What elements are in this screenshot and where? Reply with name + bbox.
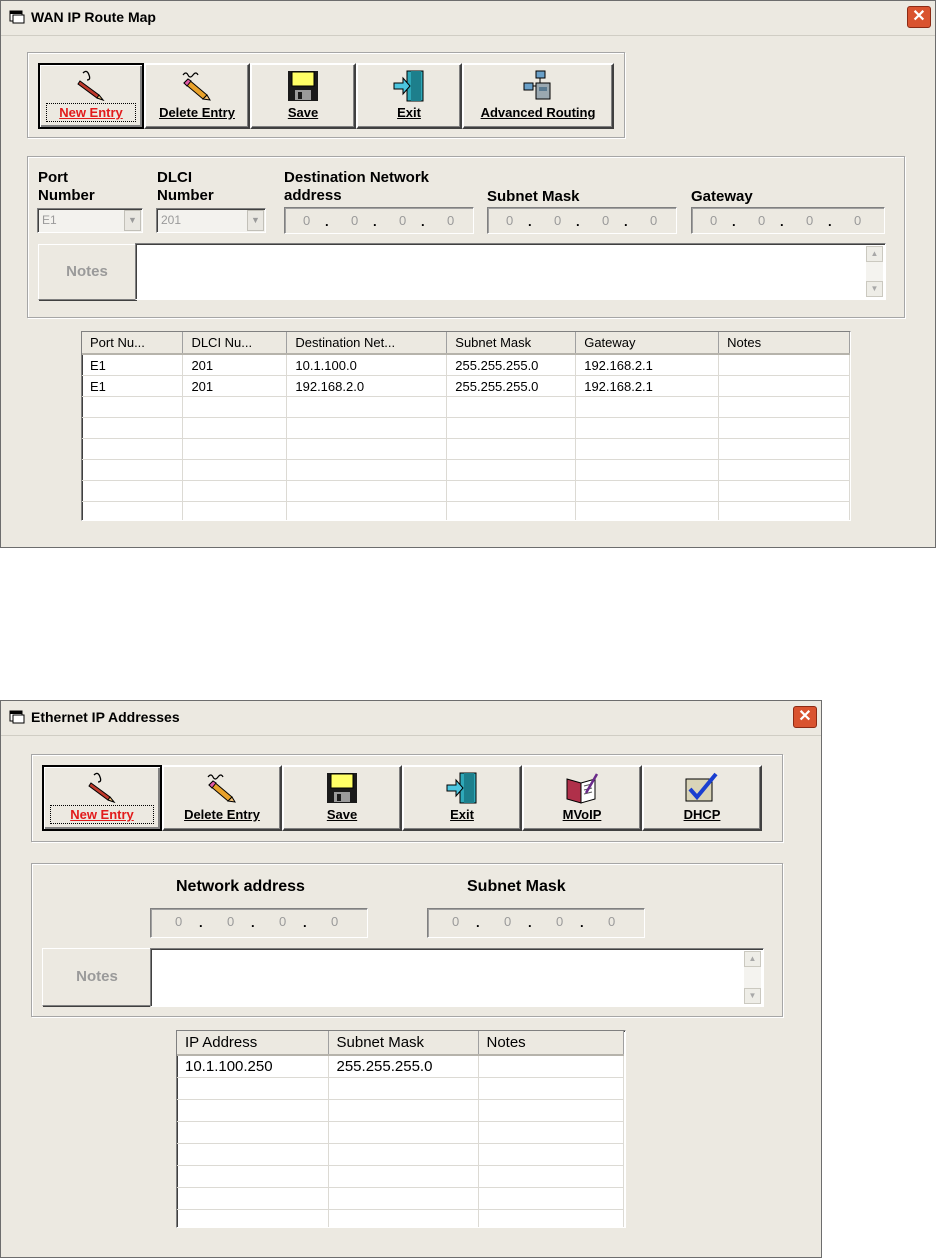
ip-octet: 0: [227, 914, 235, 929]
pen-icon: [84, 771, 120, 805]
notes-label: Notes: [42, 948, 152, 1006]
table-cell: 255.255.255.0: [447, 376, 576, 397]
save-label: Save: [287, 105, 319, 120]
empty-table-row[interactable]: [82, 481, 850, 502]
eraser-pencil-icon: [204, 771, 240, 805]
ip-dot: .: [251, 915, 255, 930]
dest-label-line-1: Destination Network: [284, 169, 430, 186]
column-header[interactable]: Notes: [719, 332, 850, 354]
ip-dot: .: [732, 214, 736, 229]
empty-table-row[interactable]: [177, 1166, 623, 1188]
dlci-label-line-1: DLCI: [157, 169, 192, 186]
notes-scrollbar[interactable]: [744, 951, 761, 1004]
dlci-number-label: [157, 169, 214, 205]
dlci-number-value: 201: [161, 213, 182, 227]
book-pen-icon: [564, 771, 600, 805]
ip-octet: 0: [710, 213, 718, 228]
ip-dot: .: [580, 915, 584, 930]
eraser-pencil-icon: [179, 69, 215, 103]
table-header-row: [177, 1031, 623, 1055]
port-label-line-2: Number: [38, 187, 95, 204]
table-header-row: [82, 332, 850, 354]
toolbar-group: [31, 754, 783, 842]
ip-octet: 0: [175, 914, 183, 929]
ip-dot: .: [476, 915, 480, 930]
scroll-down-icon[interactable]: ▼: [744, 988, 761, 1004]
empty-table-row[interactable]: [177, 1144, 623, 1166]
new-entry-button[interactable]: [38, 63, 144, 129]
network-address-input[interactable]: [150, 908, 368, 938]
dhcp-button[interactable]: [642, 765, 762, 831]
save-button[interactable]: [282, 765, 402, 831]
dest-label-line-2: address: [284, 187, 342, 204]
subnet-mask-label: Subnet Mask: [487, 188, 580, 205]
checkbox-icon: [684, 771, 720, 805]
table-cell: 255.255.255.0: [328, 1055, 478, 1078]
ip-octet: 0: [854, 213, 862, 228]
dropdown-arrow-icon[interactable]: ▼: [247, 210, 264, 231]
close-icon: ✕: [798, 708, 812, 725]
ip-dot: .: [528, 214, 532, 229]
close-icon: ✕: [912, 8, 926, 25]
empty-table-row[interactable]: [82, 439, 850, 460]
empty-table-row[interactable]: [82, 397, 850, 418]
ip-dot: .: [325, 214, 329, 229]
gateway-label: Gateway: [691, 188, 753, 205]
empty-table-row[interactable]: [82, 502, 850, 522]
empty-table-row[interactable]: [177, 1122, 623, 1144]
ip-dot: .: [528, 915, 532, 930]
ip-octet: 0: [279, 914, 287, 929]
advanced-routing-button[interactable]: [462, 63, 614, 129]
table-row[interactable]: [177, 1055, 623, 1078]
ip-octet: 0: [303, 213, 311, 228]
ip-octet: 0: [331, 914, 339, 929]
ip-octet: 0: [650, 213, 658, 228]
entry-form-group: [27, 156, 905, 318]
notes-textarea[interactable]: [135, 243, 886, 300]
ip-dot: .: [576, 214, 580, 229]
ip-dot: .: [421, 214, 425, 229]
delete-entry-label: Delete Entry: [184, 807, 260, 822]
column-header[interactable]: Notes: [478, 1031, 623, 1055]
window-icon: [9, 10, 25, 24]
gateway-input[interactable]: [691, 207, 885, 234]
toolbar-group: [27, 52, 625, 138]
table-cell: [478, 1055, 623, 1078]
new-entry-label: New Entry: [48, 105, 134, 120]
table-row[interactable]: [82, 376, 850, 397]
floppy-disk-icon: [324, 771, 360, 805]
delete-entry-button[interactable]: [162, 765, 282, 831]
ip-dot: .: [624, 214, 628, 229]
table-cell: E1: [82, 354, 183, 376]
mvoip-button[interactable]: [522, 765, 642, 831]
notes-textarea[interactable]: [150, 948, 764, 1007]
table-cell: 201: [183, 376, 287, 397]
empty-table-row[interactable]: [177, 1188, 623, 1210]
destination-network-label: [284, 169, 429, 205]
dlci-number-combo[interactable]: [156, 208, 266, 233]
table-cell: 192.168.2.1: [576, 354, 719, 376]
empty-table-row[interactable]: [177, 1078, 623, 1100]
pen-icon: [73, 69, 109, 103]
ip-octet: 0: [447, 213, 455, 228]
mvoip-label: MVoIP: [562, 807, 602, 822]
exit-button[interactable]: [356, 63, 462, 129]
wan-route-map-window: [0, 0, 936, 548]
ip-dot: .: [780, 214, 784, 229]
route-grid[interactable]: [81, 331, 851, 521]
notes-scrollbar[interactable]: [866, 246, 883, 297]
title-bar[interactable]: [1, 701, 821, 736]
ip-octet: 0: [351, 213, 359, 228]
exit-door-icon: [391, 69, 427, 103]
table-cell: E1: [82, 376, 183, 397]
network-address-label: Network address: [176, 878, 305, 895]
ip-dot: .: [199, 915, 203, 930]
window-icon: [9, 710, 25, 724]
column-header[interactable]: IP Address: [177, 1031, 328, 1055]
table-cell: 192.168.2.0: [287, 376, 447, 397]
subnet-mask-input[interactable]: [427, 908, 645, 938]
port-number-combo[interactable]: [37, 208, 143, 233]
scroll-down-icon[interactable]: ▼: [866, 281, 883, 297]
new-entry-button[interactable]: [42, 765, 162, 831]
table-cell: 192.168.2.1: [576, 376, 719, 397]
dropdown-arrow-icon[interactable]: ▼: [124, 210, 141, 231]
table-cell: 201: [183, 354, 287, 376]
table-cell: 10.1.100.250: [177, 1055, 328, 1078]
entry-form-group: [31, 863, 783, 1017]
delete-entry-button[interactable]: [144, 63, 250, 129]
ip-octet: 0: [556, 914, 564, 929]
column-header[interactable]: Subnet Mask: [447, 332, 576, 354]
port-label-line-1: Port: [38, 169, 68, 186]
destination-network-input[interactable]: [284, 207, 474, 234]
ip-address-table: [177, 1031, 624, 1228]
advanced-routing-label: Advanced Routing: [480, 105, 596, 120]
exit-label: Exit: [397, 105, 421, 120]
ip-dot: .: [303, 915, 307, 930]
port-number-value: E1: [42, 213, 57, 227]
save-button[interactable]: [250, 63, 356, 129]
route-table: [82, 332, 850, 521]
scroll-up-icon[interactable]: ▲: [744, 951, 761, 967]
empty-table-row[interactable]: [177, 1210, 623, 1229]
empty-table-row[interactable]: [82, 460, 850, 481]
exit-door-icon: [444, 771, 480, 805]
new-entry-label: New Entry: [52, 807, 152, 822]
delete-entry-label: Delete Entry: [159, 105, 235, 120]
window-title: WAN IP Route Map: [31, 9, 156, 25]
table-cell: 255.255.255.0: [447, 354, 576, 376]
ip-octet: 0: [806, 213, 814, 228]
title-bar[interactable]: [1, 1, 935, 36]
close-button[interactable]: [907, 6, 931, 28]
empty-table-row[interactable]: [177, 1100, 623, 1122]
dlci-label-line-2: Number: [157, 187, 214, 204]
ethernet-ip-window: [0, 700, 822, 1258]
ip-octet: 0: [399, 213, 407, 228]
ip-octet: 0: [452, 914, 460, 929]
table-row[interactable]: [82, 354, 850, 376]
ip-dot: .: [828, 214, 832, 229]
subnet-mask-input[interactable]: [487, 207, 677, 234]
column-header[interactable]: Port Nu...: [82, 332, 183, 354]
table-cell: [719, 376, 850, 397]
dhcp-label: DHCP: [683, 807, 721, 822]
network-routing-icon: [520, 69, 556, 103]
table-cell: 10.1.100.0: [287, 354, 447, 376]
save-label: Save: [326, 807, 358, 822]
port-number-label: [38, 169, 95, 205]
ip-octet: 0: [758, 213, 766, 228]
scroll-up-icon[interactable]: ▲: [866, 246, 883, 262]
ip-dot: .: [373, 214, 377, 229]
window-title: Ethernet IP Addresses: [31, 709, 180, 725]
column-header[interactable]: Subnet Mask: [328, 1031, 478, 1055]
exit-button[interactable]: [402, 765, 522, 831]
notes-label: Notes: [38, 244, 136, 300]
ip-octet: 0: [504, 914, 512, 929]
table-cell: [719, 354, 850, 376]
subnet-mask-label: Subnet Mask: [467, 878, 566, 895]
column-header[interactable]: DLCI Nu...: [183, 332, 287, 354]
ip-octet: 0: [602, 213, 610, 228]
column-header[interactable]: Destination Net...: [287, 332, 447, 354]
ip-address-grid[interactable]: [176, 1030, 626, 1228]
ip-octet: 0: [506, 213, 514, 228]
empty-table-row[interactable]: [82, 418, 850, 439]
column-header[interactable]: Gateway: [576, 332, 719, 354]
floppy-disk-icon: [285, 69, 321, 103]
close-button[interactable]: [793, 706, 817, 728]
exit-label: Exit: [450, 807, 474, 822]
ip-octet: 0: [554, 213, 562, 228]
ip-octet: 0: [608, 914, 616, 929]
